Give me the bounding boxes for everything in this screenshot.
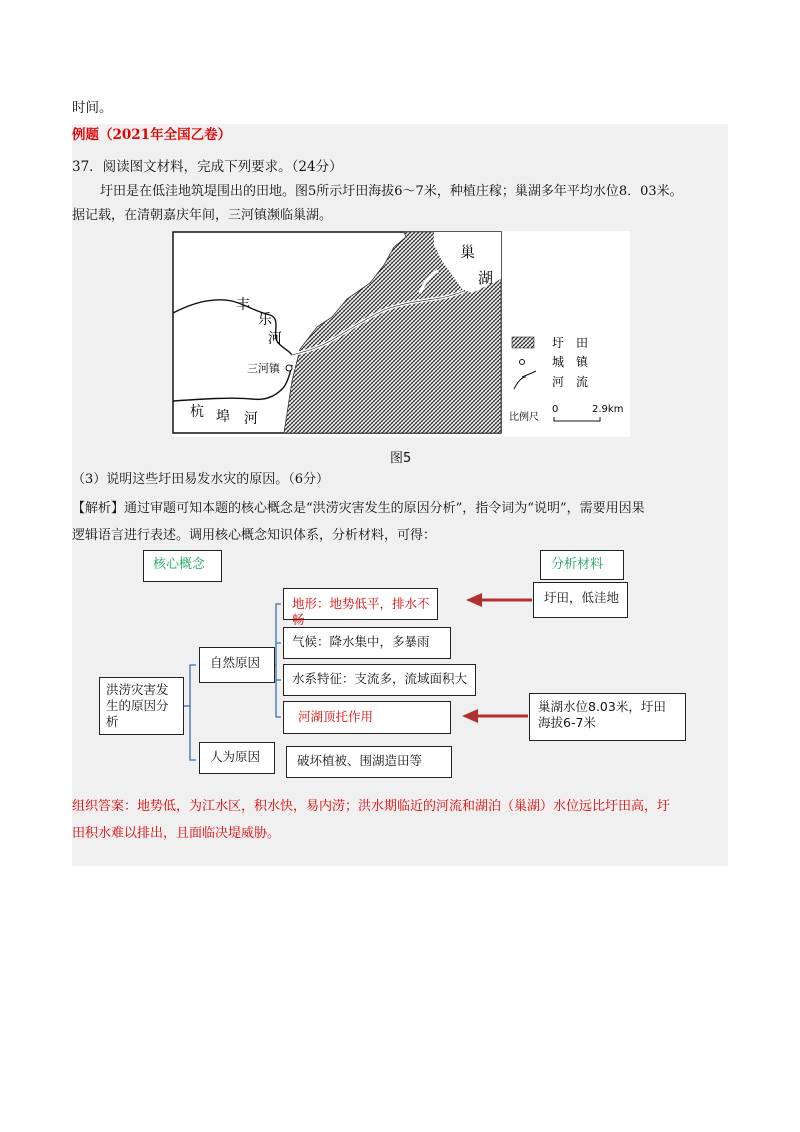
arrow-2-head — [462, 709, 478, 723]
hydrology-box: 水系特征：支流多，流域面积大 — [283, 664, 476, 696]
example-title: 例题（2021年全国乙卷） — [72, 127, 232, 143]
analyze-material-box: 分析材料 — [540, 550, 624, 580]
human-cause-box: 人为原因 — [199, 742, 275, 774]
material-paragraph-1: 圩田是在低洼地筑堤围出的田地。图5所示圩田海拔6～7米，种植庄稼；巢湖多年平均水位8．03米。 — [100, 184, 683, 199]
town-label: 三河镇 — [247, 362, 280, 375]
terrain-box: 地形：地势低平，排水不畅 — [283, 588, 438, 620]
river1-char-3: 河 — [268, 331, 282, 347]
bracket-natural — [276, 604, 281, 717]
root-box: 洪涝灾害发生的原因分析 — [99, 677, 184, 735]
river2-char-2: 埠 — [216, 409, 230, 425]
question-text: 37．阅读图文材料，完成下列要求。（24分） — [72, 159, 343, 175]
core-concept-box: 核心概念 — [143, 550, 222, 582]
scale-label: 比例尺 — [509, 412, 539, 423]
top-line: 时间。 — [72, 100, 113, 116]
lake-label-1: 巢 — [460, 243, 476, 261]
answer-line-2: 田积水难以排出，且面临决堤威胁。 — [72, 826, 281, 841]
backwater-box: 河湖顶托作用 — [283, 701, 451, 734]
natural-cause-box: 自然原因 — [199, 647, 275, 683]
legend-river-label: 河 流 — [552, 375, 589, 389]
answer-line-1: 组织答案：地势低，为江水区，积水快，易内涝；洪水期临近的河流和湖泊（巢湖）水位远比圩田高，圩 — [72, 799, 671, 814]
analysis-line-1: 【解析】通过审题可知本题的核心概念是“洪涝灾害发生的原因分析”，指令词为“说明”，需要用因果 — [72, 501, 645, 516]
material-box-1: 圩田，低洼地 — [533, 582, 628, 618]
legend-town-label: 城 镇 — [552, 355, 589, 369]
analysis-line-2: 逻辑语言进行表述。调用核心概念知识体系，分析材料，可得： — [72, 528, 437, 543]
river2-char-3: 河 — [244, 411, 258, 427]
human-item-box: 破坏植被、围湖造田等 — [286, 746, 452, 778]
scale-end: 2.9km — [592, 404, 624, 415]
bracket-natural-ticks — [276, 643, 281, 680]
lake-label-2: 湖 — [478, 269, 494, 287]
river1-char-1: 丰 — [236, 297, 250, 313]
sub-question: （3）说明这些圩田易发水灾的原因。（6分） — [72, 472, 330, 487]
scale-start: 0 — [552, 404, 559, 415]
arrow-1-head — [466, 593, 482, 607]
material-paragraph-2: 据记载，在清朝嘉庆年间，三河镇濒临巢湖。 — [72, 208, 333, 223]
river1-char-2: 乐 — [258, 312, 272, 328]
material-box-2: 巢湖水位8.03米，圩田海拔6-7米 — [529, 693, 686, 741]
legend-polder-label: 圩 田 — [552, 336, 589, 350]
river2-char-1: 杭 — [190, 404, 204, 420]
bracket-root — [190, 665, 196, 760]
climate-box: 气候：降水集中，多暴雨 — [283, 627, 451, 659]
figure-caption: 图5 — [390, 451, 412, 466]
